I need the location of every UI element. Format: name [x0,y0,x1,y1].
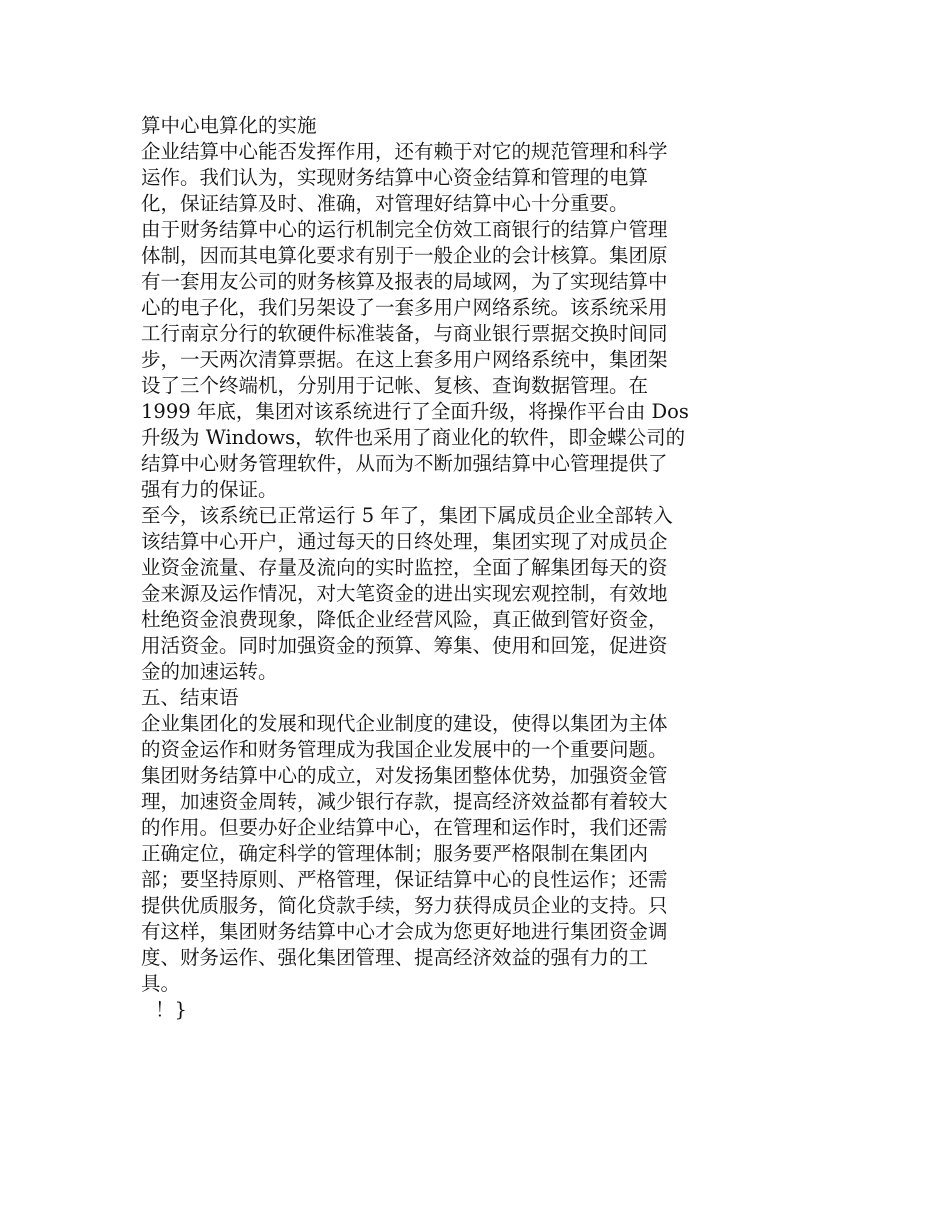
text-line: 金来源及运作情况，对大笔资金的进出实现宏观控制，有效地 [141,582,668,605]
text-line: 升级为 Windows，软件也采用了商业化的软件，即金蝶公司的 [141,426,686,449]
text-line: 强有力的保证。 [141,478,278,501]
text-line: 企业集团化的发展和现代企业制度的建设，使得以集团为主体 [141,712,668,735]
text-line: 的资金运作和财务管理成为我国企业发展中的一个重要问题。 [141,738,668,761]
text-line: 结算中心财务管理软件，从而为不断加强结算中心管理提供了 [141,452,668,475]
text-line: 具。 [141,972,181,995]
text-line: 工行南京分行的软硬件标准装备，与商业银行票据交换时间同 [141,322,668,345]
text-line: 理，加速资金周转，减少银行存款，提高经济效益都有着较大 [141,790,668,813]
text-line: 化，保证结算及时、准确，对管理好结算中心十分重要。 [141,192,629,215]
trailing-mark: ！} [155,998,187,1021]
text-line: 至今，该系统已正常运行 5 年了，集团下属成员企业全部转入 [141,504,673,527]
text-line: 业资金流量、存量及流向的实时监控，全面了解集团每天的资 [141,556,668,579]
text-line: 企业结算中心能否发挥作用，还有赖于对它的规范管理和科学 [141,140,668,163]
text-line: 有这样，集团财务结算中心才会成为您更好地进行集团资金调 [141,920,668,943]
section-heading: 算中心电算化的实施 [141,114,317,137]
conclusion-heading: 五、结束语 [141,686,239,709]
text-line: 提供优质服务，简化贷款手续，努力获得成员企业的支持。只 [141,894,668,917]
text-line: 集团财务结算中心的成立，对发扬集团整体优势，加强资金管 [141,764,668,787]
text-line: 设了三个终端机，分别用于记帐、复核、查询数据管理。在 [141,374,649,397]
text-line: 用活资金。同时加强资金的预算、筹集、使用和回笼，促进资 [141,634,668,657]
text-line: 部；要坚持原则、严格管理，保证结算中心的良性运作；还需 [141,868,668,891]
paragraph-3 [141,503,741,685]
text-line: 1999 年底，集团对该系统进行了全面升级，将操作平台由 Dos [141,400,689,423]
text-line: 有一套用友公司的财务核算及报表的局域网，为了实现结算中 [141,270,668,293]
conclusion-paragraph [141,711,741,997]
text-line: 正确定位，确定科学的管理体制；服务要严格限制在集团内 [141,842,649,865]
text-line: 该结算中心开户，通过每天的日终处理，集团实现了对成员企 [141,530,668,553]
text-line: 的作用。但要办好企业结算中心，在管理和运作时，我们还需 [141,816,668,839]
paragraph-2 [141,217,741,503]
paragraph-1 [141,139,741,217]
text-line: 金的加速运转。 [141,660,278,683]
document-page [141,113,741,1023]
text-line: 运作。我们认为，实现财务结算中心资金结算和管理的电算 [141,166,649,189]
text-line: 由于财务结算中心的运行机制完全仿效工商银行的结算户管理 [141,218,668,241]
text-line: 度、财务运作、强化集团管理、提高经济效益的强有力的工 [141,946,649,969]
text-line: 心的电子化，我们另架设了一套多用户网络系统。该系统采用 [141,296,668,319]
text-line: 杜绝资金浪费现象，降低企业经营风险，真正做到管好资金， [141,608,668,631]
text-line: 体制，因而其电算化要求有别于一般企业的会计核算。集团原 [141,244,668,267]
text-line: 步，一天两次清算票据。在这上套多用户网络系统中，集团架 [141,348,668,371]
